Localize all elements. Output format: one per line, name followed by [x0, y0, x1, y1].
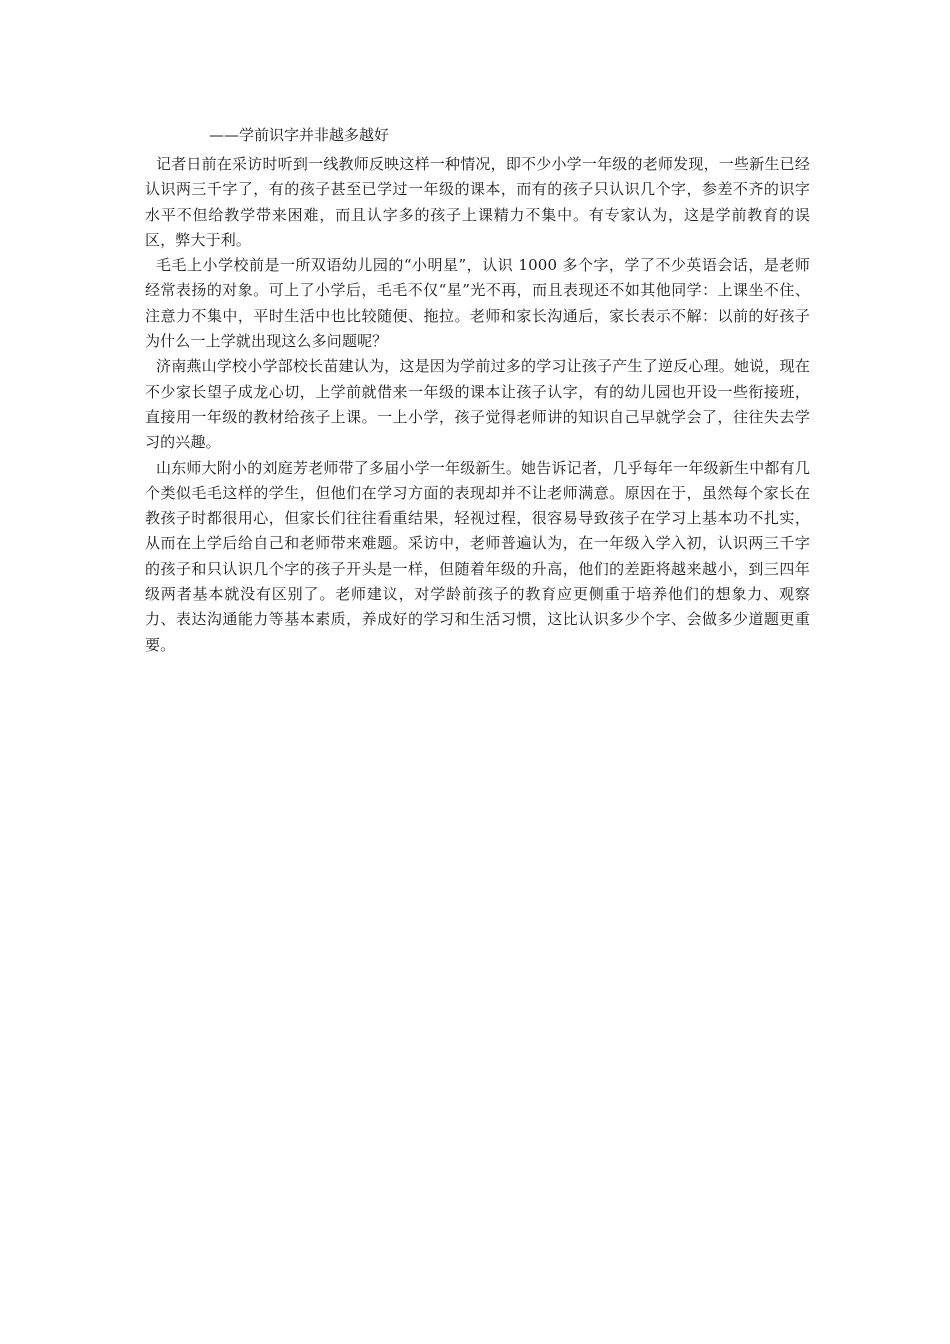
paragraph-3: 济南燕山学校小学部校长苗建认为，这是因为学前过多的学习让孩子产生了逆反心理。她说，现在不少家长望子成龙心切，上学前就借来一年级的课本让孩子认字，有的幼儿园也开设一些衔接班，直接用一年级的教材给孩子上课。一上小学，孩子觉得老师讲的知识自己早就学会了，往往失去学习的兴趣。 — [145, 357, 810, 452]
paragraph-2: 毛毛上小学校前是一所双语幼儿园的“小明星”，认识 1000 多个字，学了不少英语会话，是老师经常表扬的对象。可上了小学后，毛毛不仅“星”光不再，而且表现还不如其他同学：上课坐不住、注意力不集中，平时生活中也比较随便、拖拉。老师和家长沟通后，家长表示不解：以前的好孩子为什么一上学就出现这么多问题呢？ — [145, 256, 810, 351]
document-page — [145, 123, 810, 658]
article-subtitle: ——学前识字并非越多越好 — [209, 126, 390, 144]
paragraph-4: 山东师大附小的刘庭芳老师带了多届小学一年级新生。她告诉记者，几乎每年一年级新生中都有几个类似毛毛这样的学生，但他们在学习方面的表现却并不让老师满意。原因在于，虽然每个家长在教孩子时都很用心，但家长们往往看重结果，轻视过程，很容易导致孩子在学习上基本功不扎实，从而在上学后给自己和老师带来难题。采访中，老师普遍认为，在一年级入学入初，认识两三千字的孩子和只认识几个字的孩子开头是一样，但随着年级的升高，他们的差距将越来越小，到三四年级两者基本就没有区别了。老师建议，对学龄前孩子的教育应更侧重于培养他们的想象力、观察力、表达沟通能力等基本素质，养成好的学习和生活习惯，这比认识多少个字、会做多少道题更重要。 — [145, 458, 810, 654]
paragraph-1: 记者日前在采访时听到一线教师反映这样一种情况，即不少小学一年级的老师发现，一些新生已经认识两三千字了，有的孩子甚至已学过一年级的课本，而有的孩子只认识几个字，参差不齐的识字水平不但给教学带来困难，而且认字多的孩子上课精力不集中。有专家认为，这是学前教育的误区，弊大于利。 — [145, 155, 810, 249]
